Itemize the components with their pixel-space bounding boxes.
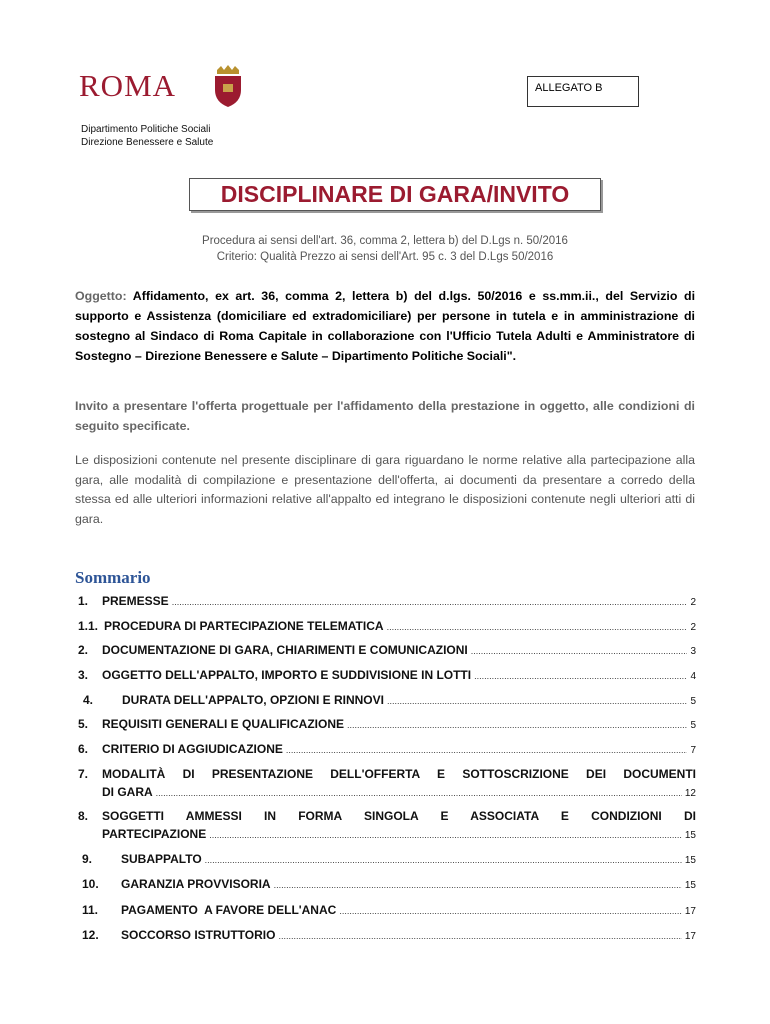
toc-leader: [471, 642, 688, 660]
toc-leader: [286, 741, 688, 759]
toc-label: REQUISITI GENERALI E QUALIFICAZIONE: [102, 717, 345, 731]
toc-page: 17: [684, 906, 696, 917]
oggetto-label: Oggetto:: [75, 289, 127, 303]
toc-page: 2: [690, 597, 696, 608]
toc-item[interactable]: [78, 740, 696, 760]
toc-leader: [274, 876, 682, 894]
disposizioni-paragraph: Le disposizioni contenute nel presente disciplinare di gara riguardano le norme relative alla partecipazione alla gara, alle modalità di compilazione e presentazione dell'offerta, ai documenti da presentare a corredo della stessa ed alle ulteriori informazioni relative all'appalto ed integrano le disposizioni contenute negli ulteriori atti di gara.: [75, 453, 695, 526]
toc-leader: [387, 692, 687, 710]
toc-item[interactable]: [78, 715, 696, 735]
toc-label: PROCEDURA DI PARTECIPAZIONE TELEMATICA: [104, 619, 384, 633]
invito-paragraph: Invito a presentare l'offerta progettuale per l'affidamento della prestazione in oggetto, alle condizioni di seguito specificate.: [75, 399, 695, 433]
toc-label: OGGETTO DELL'APPALTO, IMPORTO E SUDDIVISIONE IN LOTTI: [102, 668, 472, 682]
toc-label: PARTECIPAZIONE: [102, 827, 207, 841]
toc-page: 15: [684, 830, 696, 841]
toc-label: MODALITÀ DI PRESENTAZIONE DELL'OFFERTA E SOTTOSCRIZIONE DEI DOCUMENTI: [102, 767, 696, 781]
toc-page: 5: [690, 696, 696, 707]
toc-label: PAGAMENTO A FAVORE DELL'ANAC: [121, 903, 337, 917]
toc-num: 7.: [78, 767, 89, 781]
toc-leader: [347, 716, 687, 734]
sommario-heading: Sommario: [75, 568, 151, 587]
toc-num: 1.: [78, 594, 89, 608]
toc-leader: [339, 902, 682, 920]
toc-label: SOGGETTI AMMESSI IN FORMA SINGOLA E ASSOCIATA E CONDIZIONI DI: [102, 809, 696, 823]
toc-item[interactable]: [78, 592, 696, 612]
toc-item[interactable]: [78, 807, 696, 845]
toc-label: GARANZIA PROVVISORIA: [121, 877, 271, 891]
toc-leader: [387, 618, 688, 636]
toc-leader: [209, 826, 682, 844]
toc-leader: [172, 593, 688, 611]
toc-page: 12: [684, 788, 696, 799]
toc-item[interactable]: [78, 666, 696, 686]
oggetto-paragraph: [75, 286, 695, 366]
toc-page: 5: [690, 720, 696, 731]
toc-num: 9.: [82, 852, 93, 866]
toc-page: 15: [684, 855, 696, 866]
allegato-box: ALLEGATO B: [527, 76, 639, 107]
toc-label: CRITERIO DI AGGIUDICAZIONE: [102, 742, 283, 756]
toc-leader: [205, 851, 682, 869]
toc-page: 3: [690, 646, 696, 657]
toc-num: 12.: [82, 928, 99, 942]
toc-num: 3.: [78, 668, 89, 682]
roma-logo-text: ROMA: [79, 68, 177, 103]
criterio-line: Criterio: Qualità Prezzo ai sensi dell'Art. 95 c. 3 del D.Lgs 50/2016: [216, 251, 554, 263]
toc-page: 17: [684, 931, 696, 942]
toc-page: 7: [690, 745, 696, 756]
toc-label: DOCUMENTAZIONE DI GARA, CHIARIMENTI E COMUNICAZIONI: [102, 643, 468, 657]
toc-leader: [156, 784, 682, 802]
toc-label: DI GARA: [102, 785, 153, 799]
toc-page: 4: [690, 671, 696, 682]
toc-label: PREMESSE: [102, 594, 169, 608]
toc-num: 4.: [83, 693, 94, 707]
toc-num: 8.: [78, 809, 89, 823]
toc-num: 5.: [78, 717, 89, 731]
toc-item[interactable]: [78, 691, 696, 711]
document-title: DISCIPLINARE DI GARA/INVITO: [189, 178, 601, 211]
toc-item[interactable]: [78, 850, 696, 870]
toc-page: 15: [684, 880, 696, 891]
toc-label: SOCCORSO ISTRUTTORIO: [121, 928, 276, 942]
oggetto-text: Affidamento, ex art. 36, comma 2, lettera b) del d.lgs. 50/2016 e ss.mm.ii., del Servizio di supporto e Assistenza (domiciliare ed extradomiciliare) per persone in tutela e in amministrazione di sostegno al Sindaco di Roma Capitale in collaborazione con l'Ufficio Tutela Adulti e Amministratore di Sostegno – Direzione Benessere e Salute – Dipartimento Politiche Sociali".: [75, 289, 696, 363]
procedura-line: Procedura ai sensi dell'art. 36, comma 2, lettera b) del D.Lgs n. 50/2016: [202, 235, 568, 247]
toc-num: 11.: [82, 903, 99, 917]
toc-item[interactable]: [78, 926, 696, 946]
procedura-info: [0, 233, 770, 265]
toc-leader: [474, 667, 687, 685]
toc-page: 2: [690, 622, 696, 633]
toc-item[interactable]: [78, 765, 696, 803]
toc-item[interactable]: [78, 901, 696, 921]
toc-leader: [278, 927, 681, 945]
toc-label: SUBAPPALTO: [121, 852, 202, 866]
toc-item[interactable]: [78, 617, 696, 637]
toc-num: 2.: [78, 643, 89, 657]
toc-num: 1.1.: [78, 619, 99, 633]
toc-num: 6.: [78, 742, 89, 756]
toc-item[interactable]: [78, 875, 696, 895]
toc-num: 10.: [82, 877, 99, 891]
roma-crest-icon: [209, 64, 247, 108]
department-info: [81, 123, 213, 149]
toc-item[interactable]: [78, 641, 696, 661]
department-line: Dipartimento Politiche Sociali: [81, 124, 211, 135]
department-line: Direzione Benessere e Salute: [81, 137, 214, 148]
toc-label: DURATA DELL'APPALTO, OPZIONI E RINNOVI: [122, 693, 384, 707]
